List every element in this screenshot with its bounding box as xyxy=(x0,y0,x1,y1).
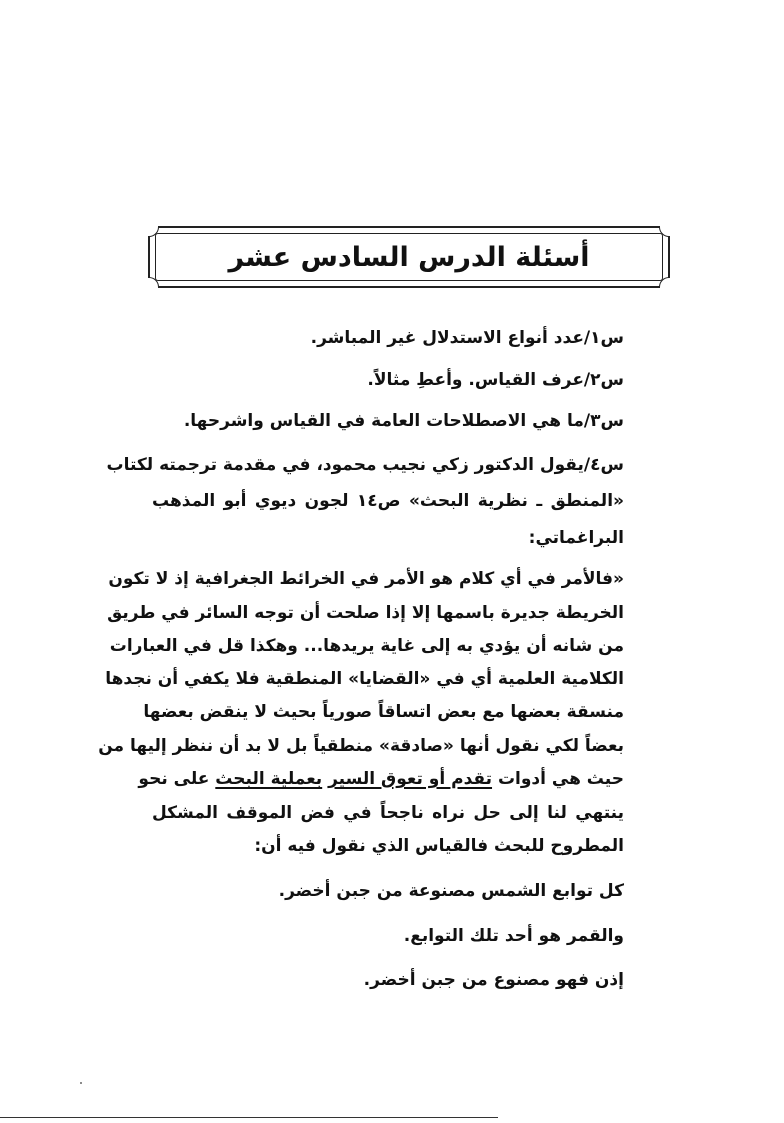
quote-line-2: الخريطة جديرة باسمها إلا إذا صلحت أن توجه السائر في طريق xyxy=(107,603,624,623)
quote-line-7-start: حيث هي أدوات xyxy=(497,769,624,789)
question-3: س٣/ما هي الاصطلاحات العامة في القياس واشرحها. xyxy=(183,411,624,431)
quote-line-8: ينتهي لنا إلى حل نراه ناجحاً في فض الموقف المشكل xyxy=(152,803,624,823)
syllogism-conclusion: إذن فهو مصنوع من جبن أخضر. xyxy=(363,970,624,990)
quote-line-9: المطروح للبحث فالقياس الذي نقول فيه أن: xyxy=(254,836,624,856)
footer-rule xyxy=(0,1117,498,1118)
quote-line-7-end: على نحو xyxy=(138,769,210,789)
lesson-title: أسئلة الدرس السادس عشر xyxy=(228,241,590,273)
quote-line-5: منسقة بعضها مع بعض اتساقاً صورياً بحيث لا ينقض بعضها xyxy=(143,702,624,722)
quote-line-6: بعضاً لكي نقول أنها «صادقة» منطقياً بل لا بد أن ننظر إليها من xyxy=(98,736,624,756)
question-4-line-3: البراغماتي: xyxy=(528,528,624,548)
scan-speck xyxy=(80,1082,82,1084)
lesson-title-inner xyxy=(155,233,663,281)
syllogism-premise-2: والقمر هو أحد تلك التوابع. xyxy=(403,926,624,946)
quote-line-1: «فالأمر في أي كلام هو الأمر في الخرائط الجغرافية إذ لا تكون xyxy=(108,569,624,589)
question-1: س١/عدد أنواع الاستدلال غير المباشر. xyxy=(310,328,624,348)
question-2: س٢/عرف القياس. وأعطِ مثالاً. xyxy=(367,370,624,390)
lesson-title-frame xyxy=(148,226,670,288)
question-4-line-1: س٤/يقول الدكتور زكي نجيب محمود، في مقدمة ترجمته لكتاب xyxy=(106,455,624,475)
quote-line-4: الكلامية العلمية أي في «القضايا» المنطقية فلا يكفي أن نجدها xyxy=(105,669,624,689)
quote-underlined-phrase-2: بعملية البحث xyxy=(215,769,323,789)
quote-line-3: من شانه أن يؤدي به إلى غاية يريدها... وهكذا قل في العبارات xyxy=(109,636,624,656)
quote-line-7 xyxy=(138,769,624,789)
question-4-line-2: «المنطق ـ نظرية البحث» ص١٤ لجون ديوي أبو المذهب xyxy=(152,491,624,511)
quote-underlined-phrase-1: تقدم أو تعوق السير xyxy=(328,769,493,789)
syllogism-premise-1: كل توابع الشمس مصنوعة من جبن أخضر. xyxy=(278,881,624,901)
